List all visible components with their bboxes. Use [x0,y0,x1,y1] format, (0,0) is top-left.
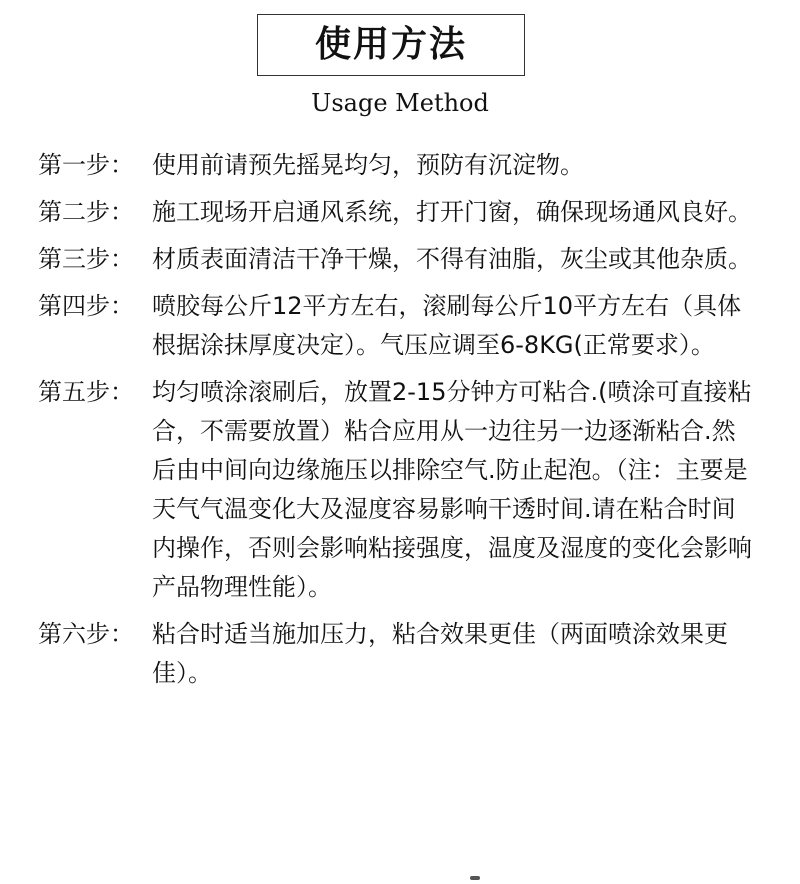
step-5 [38,373,768,607]
step-text: 喷胶每公斤12平方左右，滚刷每公斤10平方左右（具体根据涂抹厚度决定）。气压应调至6-8KG(正常要求）。 [152,292,742,359]
step-3 [38,240,768,279]
title-box [257,14,525,76]
step-label: 第四步： [38,292,134,320]
step-text: 材质表面清洁干净干燥，不得有油脂，灰尘或其他杂质。 [152,245,752,273]
step-label: 第五步： [38,378,134,406]
step-1 [38,146,768,185]
step-text: 粘合时适当施加压力，粘合效果更佳（两面喷涂效果更佳）。 [152,620,728,687]
step-2 [38,193,768,232]
steps-list [38,146,768,701]
step-label: 第六步： [38,620,134,648]
step-label: 第三步： [38,245,134,273]
page-title: 使用方法 [314,24,467,65]
step-6 [38,615,768,693]
step-text: 使用前请预先摇晃均匀，预防有沉淀物。 [152,151,584,179]
step-text: 施工现场开启通风系统，打开门窗，确保现场通风良好。 [152,198,752,226]
step-text: 均匀喷涂滚刷后，放置2-15分钟方可粘合.(喷涂可直接粘合，不需要放置）粘合应用从一边往另一边逐渐粘合.然后由中间向边缘施压以排除空气.防止起泡。（注：主要是天气气温变化大及湿度容易影响干透时间.请在粘合时间内操作，否则会影响粘接强度，温度及湿度的变化会影响产品物理性能）。 [152,378,752,601]
bottom-mark [470,876,480,880]
page-subtitle: Usage Method [311,89,489,117]
step-label: 第一步： [38,151,134,179]
step-label: 第二步： [38,198,134,226]
step-4 [38,287,768,365]
